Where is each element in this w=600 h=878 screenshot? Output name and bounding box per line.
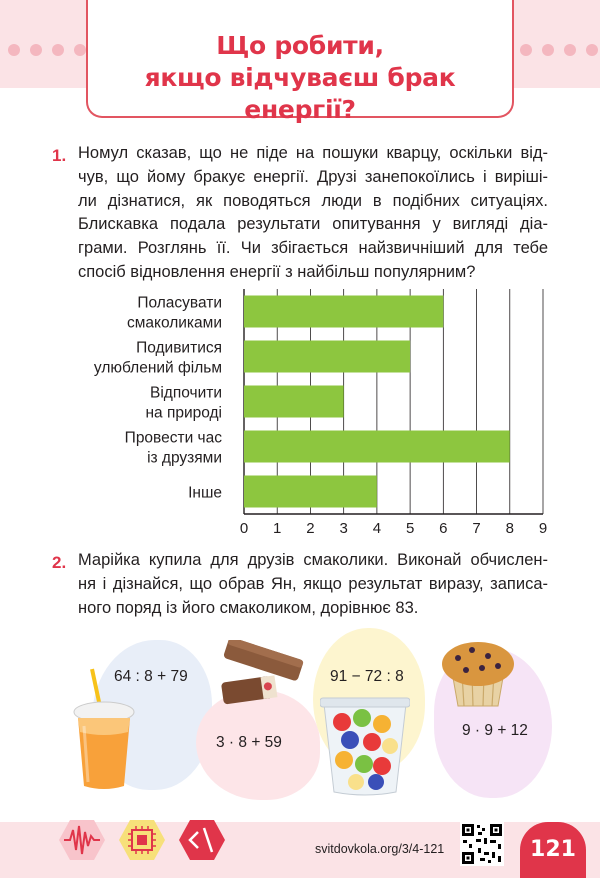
category-label: Інше [188,484,222,502]
bar [244,386,344,418]
juice-cup-image [72,668,136,792]
tick-label: 8 [505,520,514,537]
bar [244,431,510,463]
sound-wave-icon [58,818,106,862]
task-2-text [78,549,548,620]
category-label: улюблений фільм [93,359,222,377]
category-label: Поласувати [137,294,222,312]
task-1-line: Блискавка подала результати опитування у вигляді діа- [78,215,548,234]
task-1-line: чув, що йому бракує енергії. Друзі занепокоїлись і виріші- [78,167,548,186]
fruit-expression: 91 − 72 : 8 [330,668,404,685]
candy-bar-image [216,640,306,706]
category-label: із друзями [147,449,222,467]
task-2-line: Марійка купила для друзів смаколики. Виконай обчислен- [78,551,548,569]
tick-label: 0 [239,520,249,537]
title-line-2: якщо відчуваєш брак енергії? [144,63,456,124]
tick-label: 6 [439,520,448,537]
bar [244,476,377,508]
bar [244,296,443,328]
tick-label: 5 [405,520,415,537]
tick-label: 3 [339,520,348,537]
tick-label: 7 [472,520,481,537]
tick-label: 2 [306,520,315,537]
task-2-line: ня і дізнайся, що обрав Ян, якщо результат виразу, записа- [78,574,548,593]
tick-label: 9 [538,520,548,537]
title-line-1: Що робити, [216,31,384,60]
muffin-expression: 9 · 9 + 12 [462,722,528,739]
task-1-number: 1. [52,146,67,165]
code-icon [178,818,226,862]
page-number: 121 [520,822,586,878]
bar [244,341,410,373]
bar-expression: 3 · 8 + 59 [216,734,282,751]
tick-label: 1 [273,520,282,537]
task-2-line: ного поряд із його смаколиком, дорівнює 83. [78,598,419,617]
category-label: Подивитися [136,339,222,357]
muffin-image [440,636,516,708]
qr-code-icon[interactable] [460,822,504,866]
task-2-number: 2. [52,553,67,572]
category-label: Відпочити [150,384,222,402]
footer-url[interactable]: svitdovkola.org/3/4-121 [315,842,445,856]
category-label: на природі [145,404,222,422]
task-1-line: спосіб відновлення енергії з найбільш популярним? [78,262,476,281]
category-label: смаколиками [126,314,222,332]
task-1-line: ли дізнатися, як поводяться люди в подібних ситуаціях. [78,191,548,210]
chip-icon [118,818,166,862]
juice-expression: 64 : 8 + 79 [114,668,188,685]
fruit-salad-image [320,694,410,798]
task-1-line: Номул сказав, що не піде на пошуки кварцу, оскільки від- [78,144,548,162]
task-1-line: грами. Розглянь її. Чи збігається найзвичніший для тебе [78,239,548,258]
tick-label: 4 [372,520,382,537]
category-label: Провести час [124,429,222,447]
